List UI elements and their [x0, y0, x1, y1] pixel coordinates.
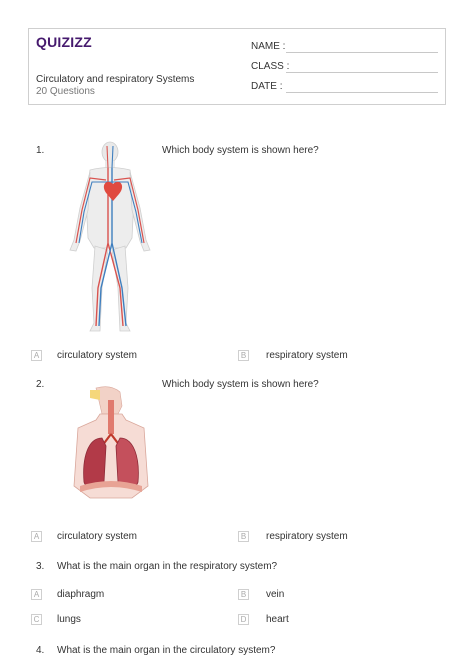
class-label: CLASS :	[251, 61, 290, 72]
worksheet-title: Circulatory and respiratory Systems	[36, 74, 195, 85]
question-number: 1.	[36, 145, 45, 156]
option-a-box[interactable]: A	[31, 350, 42, 361]
date-field[interactable]	[286, 92, 438, 93]
name-field[interactable]	[286, 52, 438, 53]
option-a-text[interactable]: diaphragm	[57, 589, 105, 600]
option-a-text[interactable]: circulatory system	[57, 531, 138, 542]
option-d-text[interactable]: heart	[266, 614, 289, 625]
option-a-box[interactable]: A	[31, 531, 42, 542]
option-a-box[interactable]: A	[31, 589, 42, 600]
question-count: 20 Questions	[36, 86, 95, 97]
circulatory-system-image	[60, 138, 160, 338]
date-label: DATE :	[251, 81, 283, 92]
option-b-box[interactable]: B	[238, 350, 249, 361]
option-b-text[interactable]: respiratory system	[266, 350, 348, 361]
class-field[interactable]	[286, 72, 438, 73]
option-b-box[interactable]: B	[238, 531, 249, 542]
option-b-text[interactable]: vein	[266, 589, 285, 600]
question-number: 3.	[36, 561, 45, 572]
option-a-text[interactable]: circulatory system	[57, 350, 138, 361]
question-number: 4.	[36, 645, 45, 656]
question-number: 2.	[36, 379, 45, 390]
option-b-box[interactable]: B	[238, 589, 249, 600]
option-c-box[interactable]: C	[31, 614, 42, 625]
question-text: What is the main organ in the circulatory system?	[57, 645, 276, 656]
option-b-text[interactable]: respiratory system	[266, 531, 348, 542]
question-text: What is the main organ in the respiratory system?	[57, 561, 278, 572]
option-d-box[interactable]: D	[238, 614, 249, 625]
option-c-text[interactable]: lungs	[57, 614, 81, 625]
name-label: NAME :	[251, 41, 286, 52]
respiratory-system-image	[66, 386, 156, 504]
question-text: Which body system is shown here?	[162, 379, 319, 390]
question-text: Which body system is shown here?	[162, 145, 319, 156]
quizizz-logo: QUIZIZZ	[36, 34, 92, 50]
